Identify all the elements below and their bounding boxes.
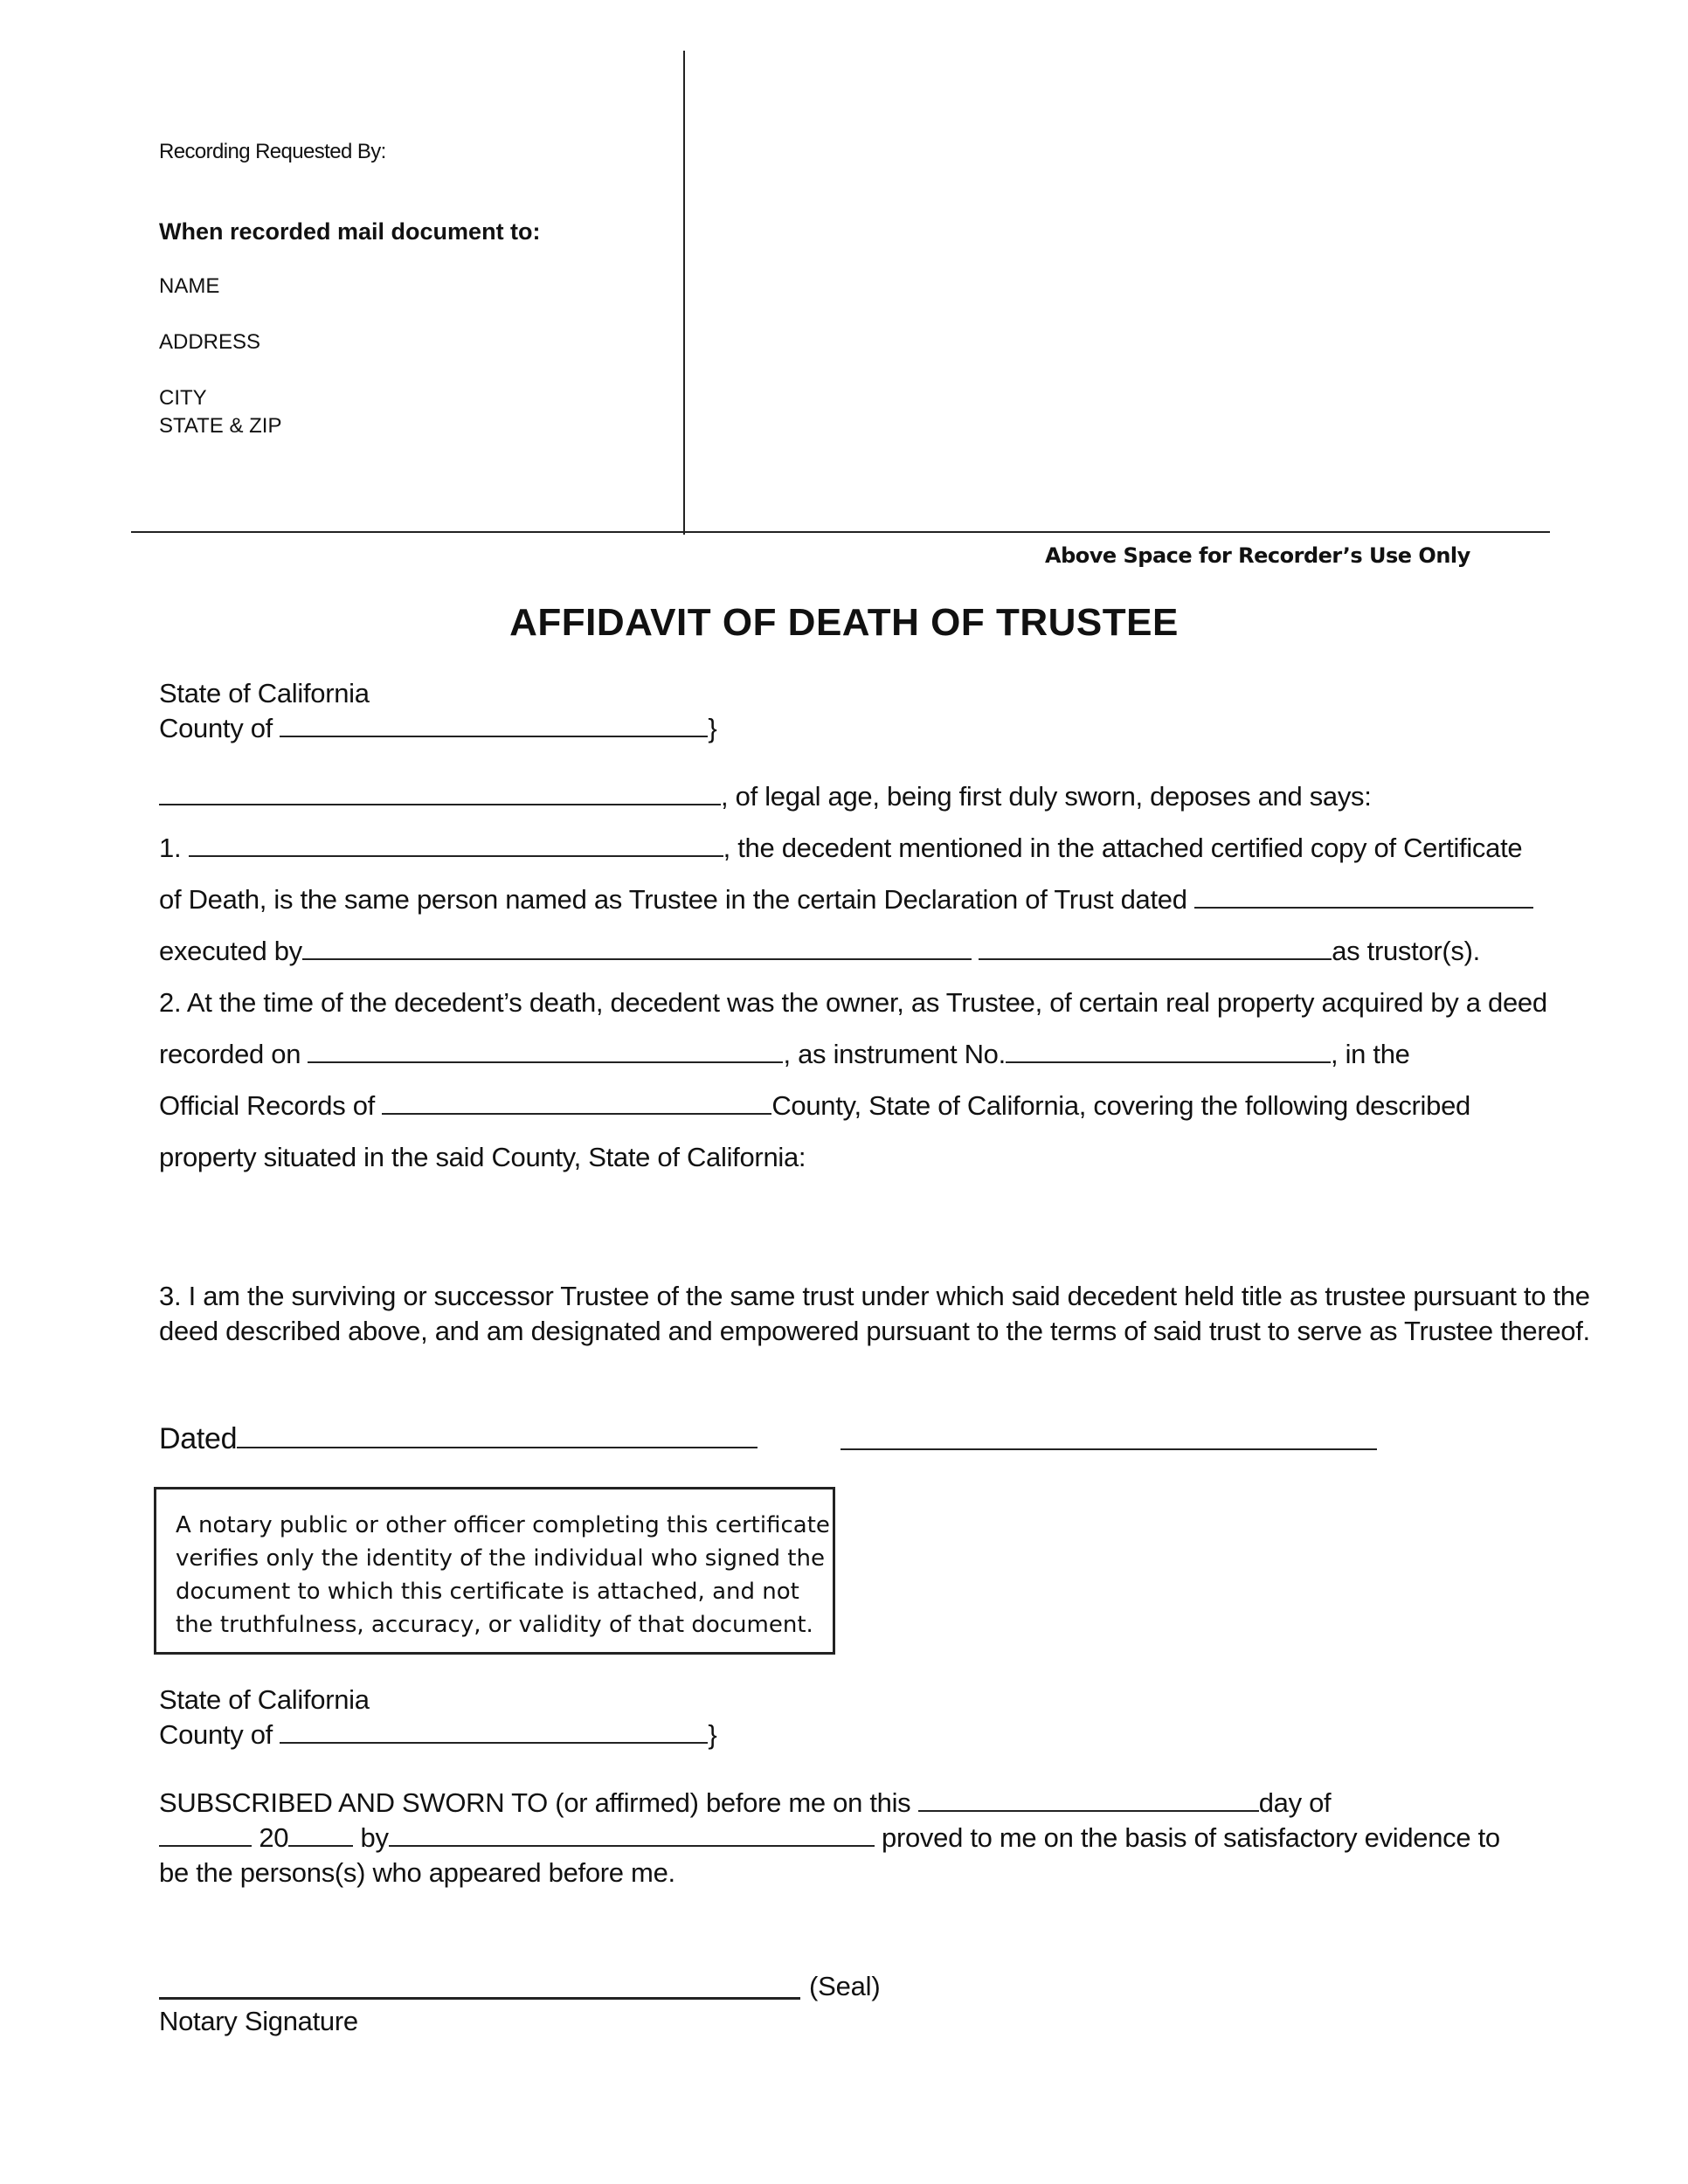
notary-county-label: County of	[159, 1719, 273, 1750]
header-vertical-divider	[683, 51, 685, 535]
official-records-line	[159, 1090, 1470, 1122]
recorder-use-note: Above Space for Recorder’s Use Only	[1045, 543, 1470, 568]
official-records-label: Official Records of	[159, 1090, 375, 1121]
appeared-line: be the persons(s) who appeared before me.	[159, 1857, 675, 1888]
sworn-month-field[interactable]	[159, 1822, 252, 1847]
notary-disclaimer-line-1: A notary public or other officer completing this certificate	[176, 1512, 830, 1538]
notary-disclaimer-box	[154, 1487, 835, 1655]
seal-label: (Seal)	[809, 1971, 881, 2001]
document-title: AFFIDAVIT OF DEATH OF TRUSTEE	[509, 601, 1179, 644]
by-label: by	[360, 1822, 389, 1853]
recorded-on-line	[159, 1039, 1410, 1070]
recorded-on-label: recorded on	[159, 1039, 301, 1069]
sworn-by-name-field[interactable]	[389, 1822, 875, 1847]
item-1-number: 1.	[159, 833, 182, 863]
venue-state: State of California	[159, 678, 370, 708]
ownership-line: 2. At the time of the decedent’s death, decedent was the owner, as Trustee, of certain real property acquired by a deed	[159, 987, 1547, 1018]
executed-by-line	[159, 936, 1480, 967]
dated-field[interactable]	[237, 1420, 758, 1448]
in-the-text: , in the	[1330, 1039, 1410, 1069]
venue-county-field[interactable]	[280, 713, 708, 737]
city-label: CITY	[159, 386, 207, 410]
decedent-name-field[interactable]	[189, 833, 723, 857]
sworn-year-field[interactable]	[288, 1822, 353, 1847]
affiant-name-field[interactable]	[159, 781, 721, 805]
official-records-text: County, State of California, covering the following described	[771, 1090, 1470, 1121]
sworn-day-field[interactable]	[918, 1787, 1259, 1812]
trust-date-line	[159, 884, 1533, 916]
sworn-text: SUBSCRIBED AND SWORN TO (or affirmed) before me on this	[159, 1787, 911, 1818]
venue-county-label: County of	[159, 713, 273, 743]
paragraph-3-line-1: 3. I am the surviving or successor Trustee of the same trust under which said decedent held title as trustee pursuant to the	[159, 1281, 1590, 1311]
venue-brace: }	[708, 713, 717, 743]
notary-signature-label: Notary Signature	[159, 2006, 358, 2036]
sworn-line	[159, 1787, 1331, 1819]
address-label: ADDRESS	[159, 330, 261, 354]
notary-disclaimer-line-3: document to which this certificate is attached, and not	[176, 1579, 799, 1605]
name-label: NAME	[159, 274, 220, 298]
trustor-suffix: as trustor(s).	[1332, 936, 1480, 966]
instrument-number-field[interactable]	[1006, 1039, 1331, 1063]
sworn-by-line	[159, 1822, 1500, 1854]
property-situated-line: property situated in the said County, State of California:	[159, 1142, 806, 1172]
executed-by-label: executed by	[159, 936, 302, 966]
affiant-line	[159, 781, 1372, 812]
paragraph-3-line-2: deed described above, and am designated and empowered pursuant to the terms of said trust to serve as Trustee thereof.	[159, 1316, 1590, 1346]
notary-brace: }	[708, 1719, 717, 1750]
header-horizontal-rule	[131, 531, 1550, 533]
recording-requested-label: Recording Requested By:	[159, 140, 386, 163]
dated-line	[159, 1420, 758, 1456]
decedent-line-text: , the decedent mentioned in the attached certified copy of Certificate	[723, 833, 1523, 863]
trust-date-field[interactable]	[1194, 884, 1533, 909]
recorded-on-field[interactable]	[308, 1039, 783, 1063]
notary-disclaimer-line-4: the truthfulness, accuracy, or validity of that document.	[176, 1612, 813, 1638]
dated-label: Dated	[159, 1422, 238, 1455]
notary-county-field[interactable]	[280, 1719, 708, 1744]
trustor-name-field-2[interactable]	[979, 936, 1332, 960]
day-of-text: day of	[1258, 1787, 1332, 1818]
trustor-name-field-1[interactable]	[302, 936, 972, 960]
venue-county	[159, 713, 716, 744]
affiant-line-text: , of legal age, being first duly sworn, deposes and says:	[721, 781, 1372, 812]
instrument-label: , as instrument No.	[783, 1039, 1006, 1069]
affiant-signature-line[interactable]	[841, 1448, 1377, 1450]
decedent-line	[159, 833, 1522, 864]
proved-text: proved to me on the basis of satisfactory evidence to	[882, 1822, 1500, 1853]
year-prefix: 20	[259, 1822, 289, 1853]
notary-disclaimer-line-2: verifies only the identity of the individual who signed the	[176, 1545, 825, 1572]
notary-venue-county	[159, 1719, 716, 1751]
mail-to-heading: When recorded mail document to:	[159, 218, 541, 245]
notary-signature-line[interactable]	[159, 1997, 800, 2000]
notary-venue-state: State of California	[159, 1684, 370, 1715]
records-county-field[interactable]	[382, 1090, 771, 1115]
trust-date-text: of Death, is the same person named as Trustee in the certain Declaration of Trust dated	[159, 884, 1187, 915]
state-zip-label: STATE & ZIP	[159, 414, 282, 438]
